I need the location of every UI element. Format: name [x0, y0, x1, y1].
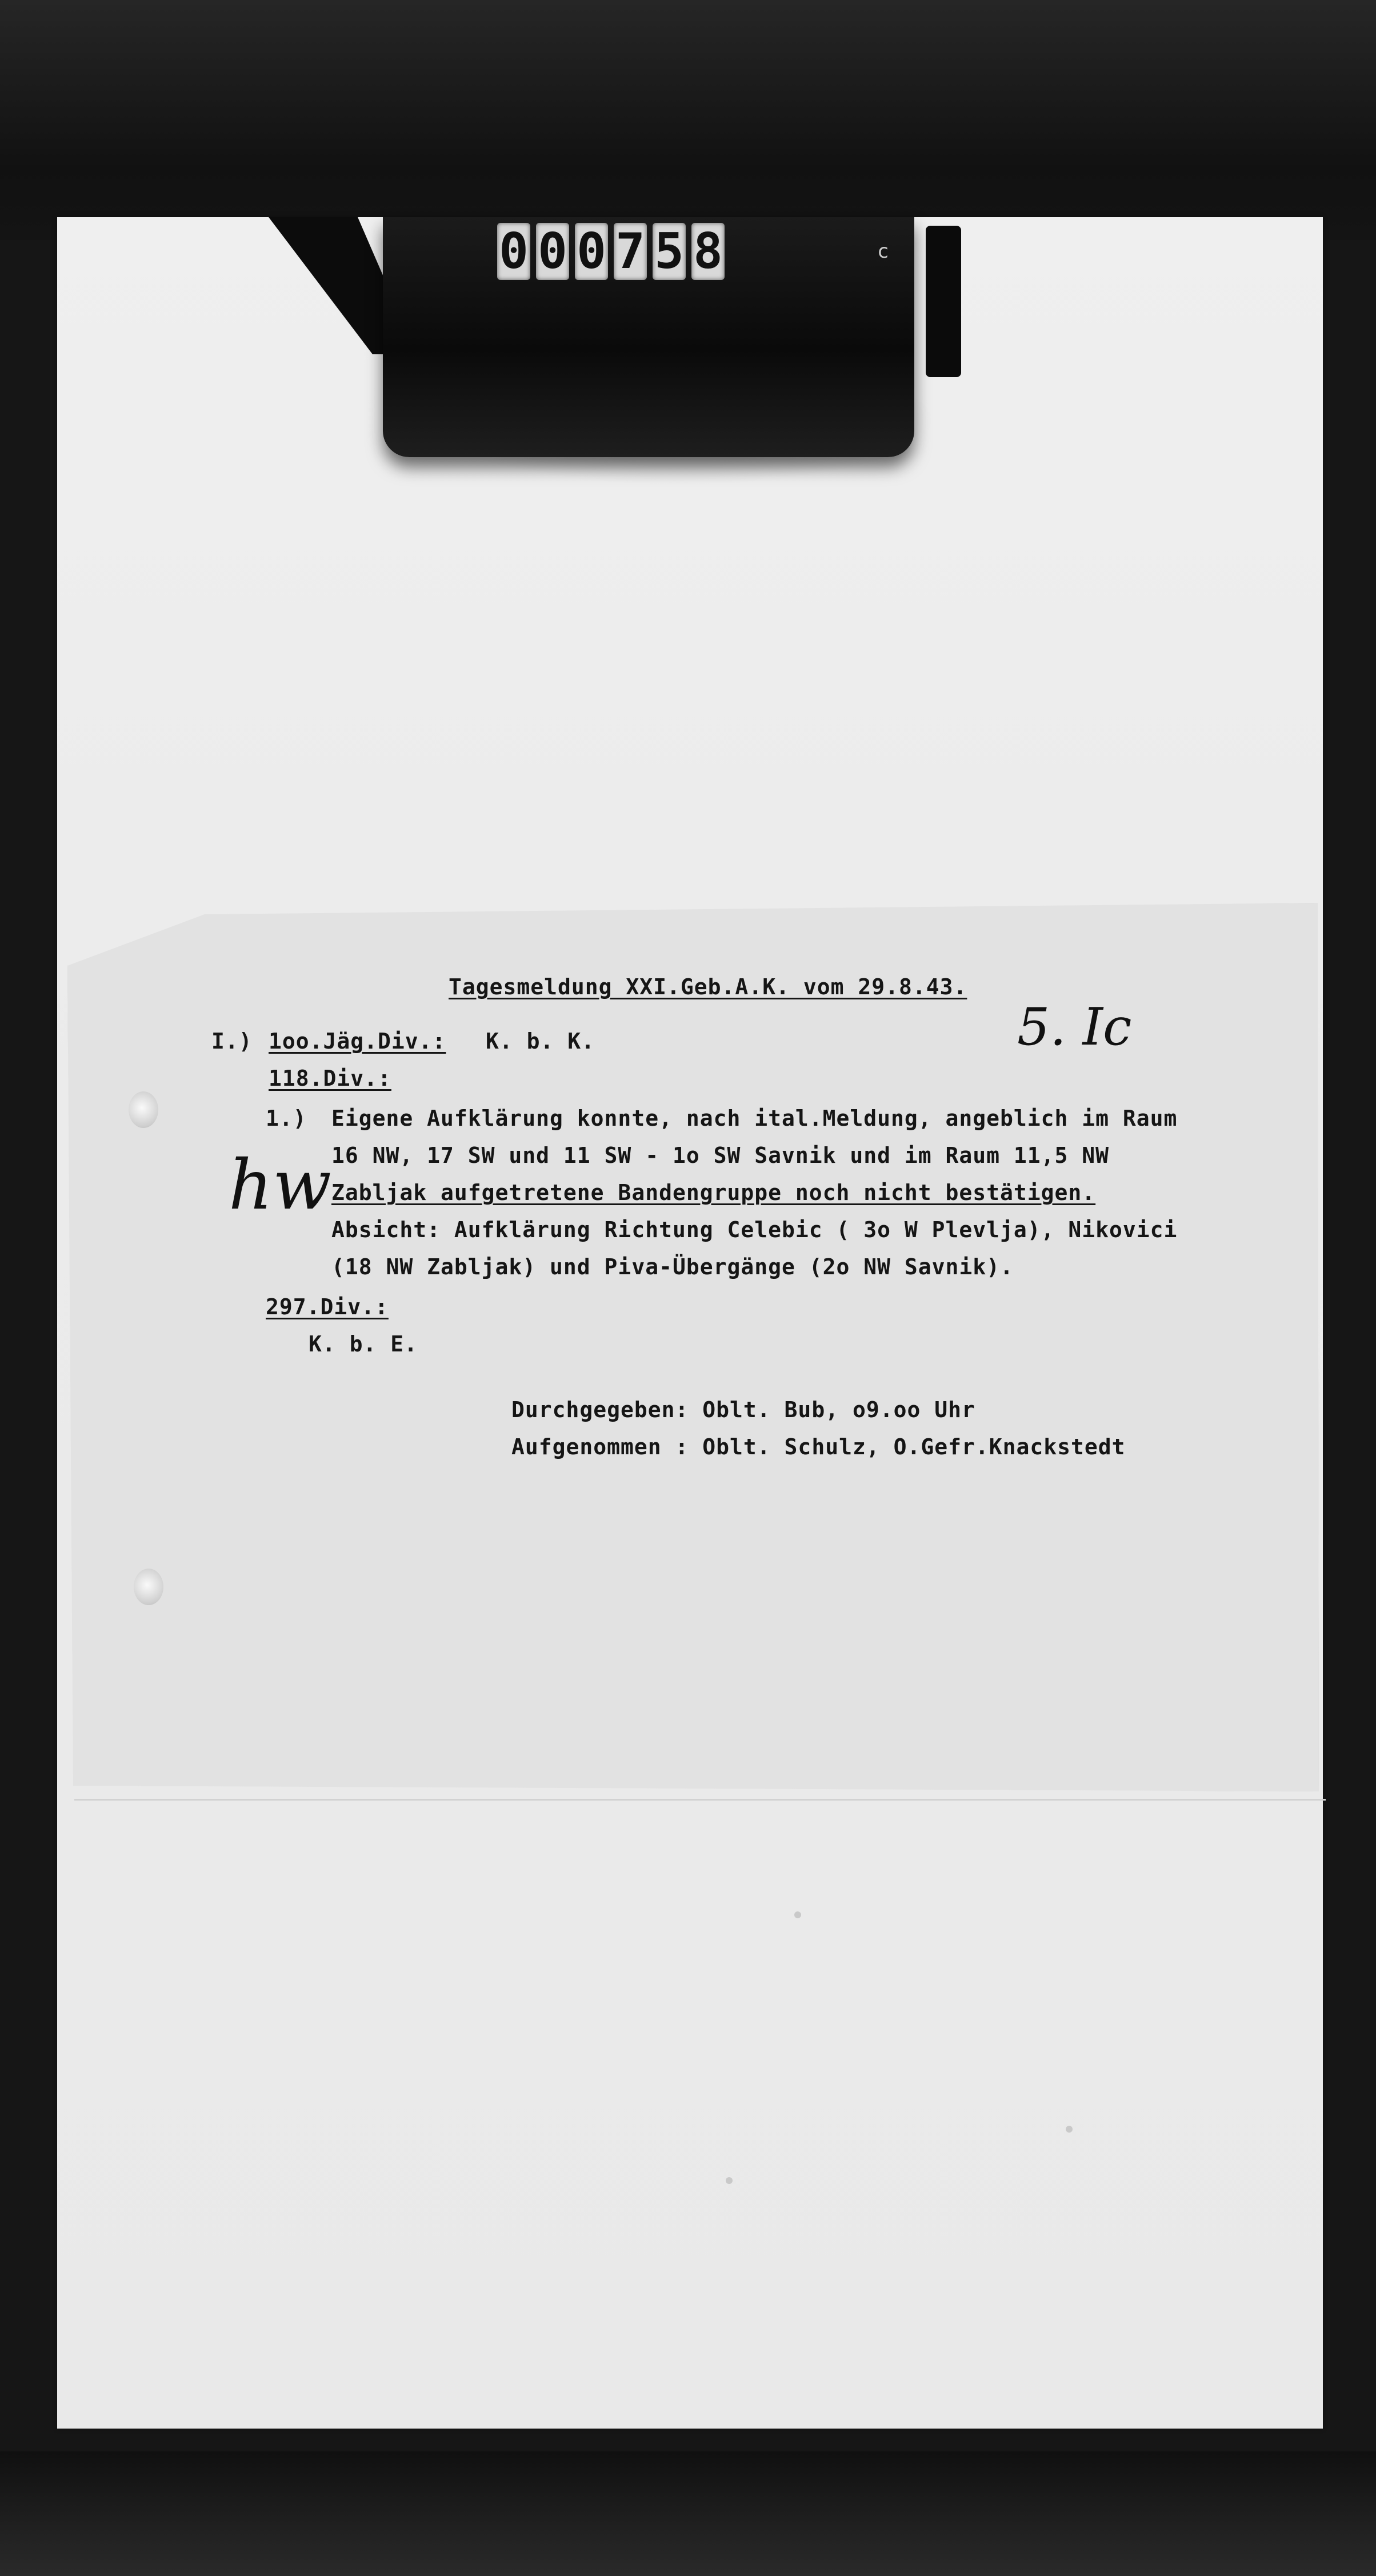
handwritten-note-top: 5. Ic — [1017, 997, 1132, 1057]
unit-name: 297.Div.: — [266, 1294, 389, 1319]
film-border-top — [0, 0, 1376, 240]
report-line: (18 NW Zabljak) und Piva-Übergänge (2o NW Savnik). — [331, 1254, 1014, 1279]
item-number: 1.) — [266, 1106, 307, 1131]
unit-name: 118.Div.: — [269, 1066, 391, 1091]
counter-digit: 0 — [497, 223, 530, 280]
counter-digit: 7 — [614, 223, 647, 280]
punch-hole — [129, 1091, 158, 1128]
section-number: I.) — [211, 1029, 253, 1054]
slip-edge-line — [74, 1799, 1326, 1801]
counter-digit: 8 — [691, 223, 725, 280]
report-line: Zabljak aufgetretene Bandengruppe noch nicht bestätigen. — [331, 1180, 1096, 1205]
handwritten-margin-initial: hw — [229, 1146, 331, 1225]
counter-digit: 5 — [653, 223, 686, 280]
page-speck — [726, 2177, 733, 2184]
page-speck — [794, 1911, 801, 1918]
report-line: Absicht: Aufklärung Richtung Celebic ( 3o W Plevlja), Nikovici — [331, 1217, 1178, 1242]
counter-mark: c — [877, 240, 889, 263]
counter-digit: 0 — [536, 223, 569, 280]
counter-knob — [926, 226, 961, 377]
page-speck — [1066, 2126, 1073, 2133]
unit-status: K. b. E. — [309, 1331, 418, 1357]
film-border-bottom — [0, 2451, 1376, 2576]
received-line: Aufgenommen : Oblt. Schulz, O.Gefr.Knackstedt — [511, 1434, 1126, 1459]
transmitted-line: Durchgegeben: Oblt. Bub, o9.oo Uhr — [511, 1397, 975, 1422]
counter-digit: 0 — [575, 223, 608, 280]
report-line: 16 NW, 17 SW und 11 SW - 1o SW Savnik und im Raum 11,5 NW — [331, 1143, 1110, 1168]
unit-name: 1oo.Jäg.Div.: — [269, 1029, 446, 1054]
report-line: Eigene Aufklärung konnte, nach ital.Meldung, angeblich im Raum — [331, 1106, 1178, 1131]
report-title: Tagesmeldung XXI.Geb.A.K. vom 29.8.43. — [449, 974, 967, 999]
unit-status: K. b. K. — [486, 1029, 595, 1054]
frame-counter-digits — [497, 223, 725, 285]
punch-hole — [134, 1569, 163, 1605]
